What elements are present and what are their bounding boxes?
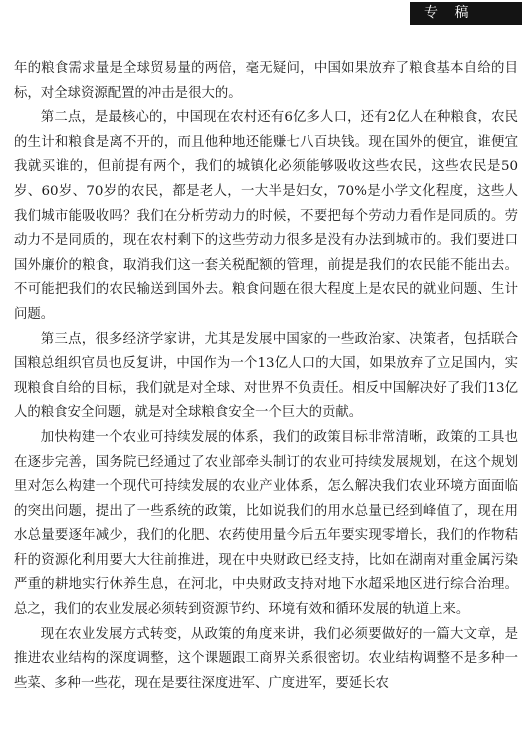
paragraph-4: 加快构建一个农业可持续发展的体系，我们的政策目标非常清晰，政策的工具也在逐步完善，国务院已经通过了农业部牵头制订的农业可持续发展规划，在这个规划里对怎么构建一个现代可持续发展的农业产业体系，怎么解决我们农业环境方面面临的突出问题，提出了一些系统的政策，比如说我们的用水总量已经到峰值了，现在用水总量要逐年减少，我们的化肥、农药使用量今后五年要实现零增长，我们的作物秸秆的资源化利用要大大往前推进，现在中央财政已经支持，比如在湖南对重金属污染严重的耕地实行休养生息，在河北，中央财政支持对地下水超采地区进行综合治理。总之，我们的农业发展必须转到资源节约、环境有效和循环发展的轨道上来。 bbox=[14, 429, 518, 618]
paragraph-1: 年的粮食需求量是全球贸易量的两倍，毫无疑问，中国如果放弃了粮食基本自给的目标，对全球资源配置的冲击是很大的。 bbox=[14, 61, 518, 101]
paragraph-3: 第三点，很多经济学家讲，尤其是发展中国家的一些政治家、决策者，包括联合国粮总组织官员也反复讲，中国作为一个13亿人口的大国，如果放弃了立足国内，实现粮食自给的目标，我们就是对全球、对世界不负责任。相反中国解决好了我们13亿人的粮食安全问题，就是对全球粮食安全一个巨大的贡献。 bbox=[14, 331, 518, 421]
section-label: 专 稿 bbox=[410, 2, 522, 25]
paragraph-5: 现在农业发展方式转变，从政策的角度来讲，我们必须要做好的一篇大文章，是推进农业结构的深度调整，这个课题跟工商界关系很密切。农业结构调整不是多种一些菜、多种一些花，现在是要往深度进军、广度进军，要延长农 bbox=[14, 626, 518, 691]
article-body bbox=[14, 57, 518, 696]
paragraph-2: 第二点，是最核心的，中国现在农村还有6亿多人口，还有2亿人在种粮食，农民的生计和粮食是离不开的，而且他种地还能赚七八百块钱。现在国外的便宜，谁便宜我就买谁的，但前提有两个，我们的城镇化必须能够吸收这些农民，这些农民是50岁、60岁、70岁的农民，都是老人，一大半是妇女，70%是小学文化程度，这些人我们城市能吸收吗？我们在分析劳动力的时候，不要把每个劳动力看作是同质的。劳动力不是同质的，现在农村剩下的这些劳动力很多是没有办法到城市的。我们要进口国外廉价的粮食，取消我们这一套关税配额的管理，前提是我们的农民能不能出去。不可能把我们的农民输送到国外去。粮食问题在很大程度上是农民的就业问题、生计问题。 bbox=[14, 110, 518, 322]
header-bar bbox=[0, 0, 530, 28]
